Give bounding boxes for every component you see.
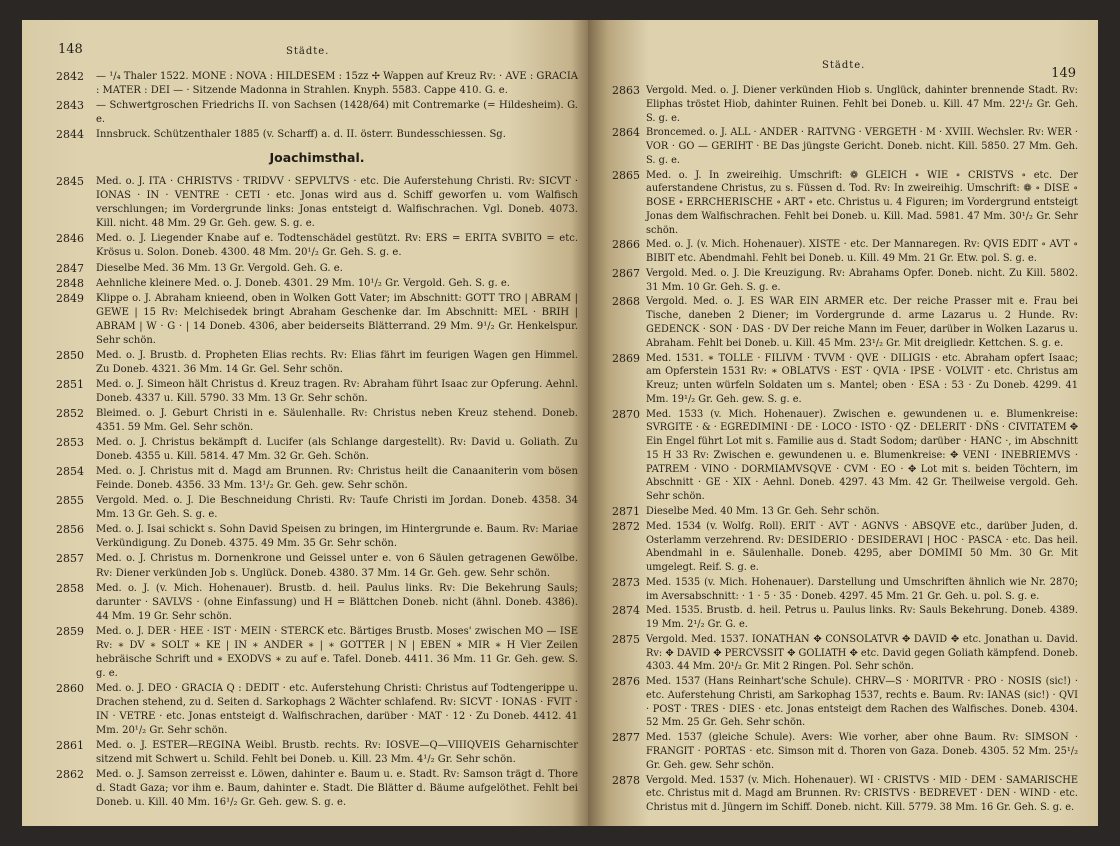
entry-text: Med. o. J. DER · HEE · IST · MEIN · STERCK etc. Bärtiges Brustb. Moses' zwischen MO — ISE Rv: ∗ DV ∗ SOLT ∗ KE | IN ∗ ANDER ∗ | ∗ GOTTER | N | EBEN ∗ MIR ∗ H Vier Zeilen hebräische Schrift und ∗ EXODVS ∗ zu auf e. Tafel. Doneb. 4411. 36 Mm. 11 Gr. Geh. gew. S. g. e.	[96, 625, 578, 679]
left-page-header	[56, 42, 578, 60]
catalog-entry	[56, 292, 578, 348]
catalog-entry	[612, 774, 1078, 815]
entry-number: 2843	[56, 99, 84, 113]
entry-number: 2870	[612, 407, 640, 421]
entry-number: 2872	[612, 519, 640, 533]
catalog-entry	[56, 407, 578, 435]
catalog-entry	[56, 739, 578, 767]
catalog-entry	[612, 505, 1078, 519]
catalog-entry	[56, 768, 578, 810]
catalog-entry	[612, 731, 1078, 772]
entry-text: Med. o. J. ESTER—REGINA Weibl. Brustb. rechts. Rv: IOSVE—Q—VIIIQVEIS Geharnischter sitzend mit Schwert u. Schild. Fehlt bei Doneb. u. Kill. 23 Mm. 4¹/₂ Gr. Sehr schön.	[96, 740, 578, 766]
entry-number: 2876	[612, 675, 640, 689]
entry-text: Broncemed. o. J. ALL · ANDER · RAITVNG · VERGETH · M · XVIII. Wechsler. Rv: WER · VOR · GO — GERIHT · BE Das jüngste Gericht. Doneb. nicht. Kill. 5850. 27 Mm. Geh. S. g. e.	[646, 127, 1078, 166]
entry-number: 2865	[612, 168, 640, 182]
entry-number: 2852	[56, 406, 84, 420]
entry-text: Med. o. J. Christus m. Dornenkrone und Geissel unter e. von 6 Säulen getragenen Gewölbe. Rv: Diener verkünden Job s. Unglück. Doneb. 4380. 37 Mm. 14 Gr. Geh. gew. Sehr schön.	[96, 553, 578, 579]
section-heading: Joachimsthal.	[269, 150, 365, 166]
entry-text: Med. o. J. ITA · CHRISTVS · TRIDVV · SEPVLTVS · etc. Die Auferstehung Christi. Rv: SICVT · IONAS · IN · VENTRE · CETI · etc. Jonas wird aus d. Schiff geworfen u. vom Walfisch verschlungen; im Vordergrunde links: Jonas entsteigt d. Walfischrachen. Vgl. Doneb. 4073. Kill. nicht. 48 Mm. 29 Gr. Geh. gew. S. g. e.	[96, 176, 578, 230]
entry-number: 2866	[612, 238, 640, 252]
page-number: 148	[58, 42, 83, 57]
entry-text: Dieselbe Med. 40 Mm. 13 Gr. Geh. Sehr schön.	[646, 505, 880, 517]
entry-number: 2875	[612, 632, 640, 646]
entry-number: 2859	[56, 624, 84, 638]
entry-number: 2857	[56, 552, 84, 566]
catalog-entry	[56, 582, 578, 624]
right-entries	[612, 84, 1078, 815]
entry-number: 2858	[56, 581, 84, 595]
entry-text: Innsbruck. Schützenthaler 1885 (v. Scharff) a. d. II. österr. Bundesschiessen. Sg.	[96, 129, 506, 141]
entry-number: 2844	[56, 128, 84, 142]
catalog-entry	[56, 232, 578, 260]
entry-number: 2878	[612, 773, 640, 787]
running-head: Städte.	[286, 46, 330, 57]
entry-number: 2874	[612, 604, 640, 618]
catalog-entry	[56, 682, 578, 738]
entry-text: Med. o. J. Isai schickt s. Sohn David Speisen zu bringen, im Hintergrunde e. Baum. Rv: Mariae Verkündigung. Zu Doneb. 4375. 49 Mm. 35 Gr. Sehr schön.	[96, 524, 578, 550]
entry-number: 2845	[56, 175, 84, 189]
entry-number: 2849	[56, 291, 84, 305]
entry-number: 2846	[56, 232, 84, 246]
entry-text: Vergold. Med. 1537 (v. Mich. Hohenauer). WI · CRISTVS · MID · DEM · SAMARISCHE etc. Christus mit d. Magd am Brunnen. Rv: CRISTVS · BEDREVET · DEN · WIND · etc. Christus mit d. Jüngern im Schiff. Doneb. nicht. Kill. 5779. 38 Mm. 16 Gr. Geh. S. g. e.	[646, 774, 1078, 814]
entry-number: 2864	[612, 126, 640, 140]
entry-number: 2862	[56, 768, 84, 782]
catalog-entry	[56, 378, 578, 406]
entry-text: Bleimed. o. J. Geburt Christi in e. Säulenhalle. Rv: Christus neben Kreuz stehend. Doneb. 4351. 59 Mm. Gel. Sehr schön.	[96, 407, 578, 434]
entry-text: Aehnliche kleinere Med. o. J. Doneb. 4301. 29 Mm. 10¹/₂ Gr. Vergold. Geh. S. g. e.	[96, 277, 510, 289]
entry-number: 2855	[56, 494, 84, 508]
entry-text: Vergold. Med. o. J. ES WAR EIN ARMER etc. Der reiche Prasser mit e. Frau bei Tische, daneben 2 Diener; im Vordergrunde d. arme Lazarus u. 2 Hunde. Rv: GEDENCK · SON · DAS · DV Der reiche Mann im Feuer, darüber in Wolken Lazarus u. Abraham. Fehlt bei Doneb. u. Kill. 45 Mm. 23¹/₂ Gr. Mit dreigliedr. Kettchen. S. g. e.	[646, 296, 1078, 349]
left-entries-before	[56, 70, 578, 142]
book-spread	[22, 20, 1098, 826]
entry-text: — ¹/₄ Thaler 1522. MONE : NOVA : HILDESEM : 15zz ✢ Wappen auf Kreuz Rv: · AVE : GRACIA : MATER : DEI — · Sitzende Madonna in Strahlen. Knyph. 5583. Cappe 410. G. e.	[96, 71, 578, 97]
catalog-entry	[612, 295, 1078, 350]
catalog-entry	[612, 169, 1078, 238]
catalog-entry	[56, 99, 578, 127]
catalog-entry	[56, 349, 578, 377]
catalog-entry	[612, 576, 1078, 604]
catalog-entry	[612, 520, 1078, 575]
entry-text: Vergold. Med. 1537. IONATHAN ✥ CONSOLATVR ✥ DAVID ✥ etc. Jonathan u. David. Rv: ✥ DAVID ✥ PERCVSSIT ✥ GOLIATH ✥ etc. David gegen Goliath kämpfend. Doneb. 4303. 44 Mm. 20¹/₂ Gr. Mit 2 Ringen. Pol. Sehr schön.	[646, 633, 1078, 673]
entry-text: Klippe o. J. Abraham knieend, oben in Wolken Gott Vater; im Abschnitt: GOTT TRO | ABRAM | GEWE | 15 Rv: Melchisedek bringt Abraham Geschenke dar. Im Abschnitt: MEL · BRIH | ABRAM | W · G · | 14 Doneb. 4306, aber beiderseits Blätterrand. 29 Mm. 9¹/₂ Gr. Henkelspur. Sehr schön.	[96, 292, 578, 346]
catalog-entry	[56, 128, 578, 142]
entry-number: 2854	[56, 465, 84, 479]
entry-text: Med. o. J. (v. Mich. Hohenauer). XISTE · etc. Der Mannaregen. Rv: QVIS EDIT ∘ AVT ∘ BIBIT etc. Abendmahl. Fehlt bei Doneb. u. Kill. 49 Mm. 21 Gr. Etw. pol. S. g. e.	[646, 239, 1078, 265]
entry-number: 2851	[56, 377, 84, 391]
catalog-entry	[612, 633, 1078, 674]
entry-number: 2850	[56, 348, 84, 362]
catalog-entry	[56, 465, 578, 493]
catalog-entry	[612, 408, 1078, 504]
catalog-entry	[612, 84, 1078, 125]
entry-text: Med. 1535 (v. Mich. Hohenauer). Darstellung und Umschriften ähnlich wie Nr. 2870; im Aversabschnitt: · 1 · 5 · 35 · Doneb. 4297. 45 Mm. 21 Gr. Geh. u. pol. S. g. e.	[646, 576, 1078, 602]
catalog-entry	[56, 494, 578, 522]
running-head: Städte.	[822, 60, 866, 71]
entry-text: Med. o. J. Simeon hält Christus d. Kreuz tragen. Rv: Abraham führt Isaac zur Opferung. Aehnl. Doneb. 4337 u. Kill. 5790. 33 Mm. 13 Gr. Sehr schön.	[96, 378, 578, 404]
entry-number: 2868	[612, 295, 640, 309]
entry-number: 2877	[612, 731, 640, 745]
page-number: 149	[1051, 66, 1076, 81]
catalog-entry	[56, 175, 578, 231]
catalog-entry	[612, 604, 1078, 632]
entry-text: Med. 1537 (gleiche Schule). Avers: Wie vorher, aber ohne Baum. Rv: SIMSON · FRANGIT · PORTAS · etc. Simson mit d. Thoren von Gaza. Doneb. 4305. 52 Mm. 25¹/₂ Gr. Geh. gew. Sehr schön.	[646, 732, 1078, 771]
entry-number: 2867	[612, 266, 640, 280]
right-page	[588, 20, 1098, 826]
entry-number: 2842	[56, 70, 84, 83]
left-page	[22, 20, 588, 826]
entry-text: Med. o. J. In zweireihig. Umschrift: ❁ GLEICH ∘ WIE ∘ CRISTVS ∘ etc. Der auferstandene Christus, zu s. Füssen d. Tod. Rv: In zweireihig. Umschrift: ❁ ∘ DISE ∘ BOSE ∘ ERRCHERISCHE ∘ ART ∘ etc. Christus u. 4 Figuren; im Vordergrund entsteigt Jonas dem Walfischrachen. Fehlt bei Doneb. u. Kill. Mad. 5981. 47 Mm. 30¹/₂ Gr. Sehr schön.	[646, 169, 1078, 236]
entry-number: 2847	[56, 261, 84, 275]
entry-number: 2853	[56, 436, 84, 450]
entry-text: Med. 1537 (Hans Reinhart'sche Schule). CHRV—S · MORITVR · PRO · NOSIS (sic!) · etc. Auferstehung Christi, am Sarkophag 1537, rechts e. Baum. Rv: IANAS (sic!) · QVI · POST · TRES · DIES · etc. Jonas entsteigt dem Rachen des Walfisches. Doneb. 4304. 52 Mm. 25 Gr. Geh. Sehr schön.	[646, 676, 1078, 729]
entry-text: Med. o. J. DEO · GRACIA Q : DEDIT · etc. Auferstehung Christi: Christus auf Todtengerippe u. Drachen stehend, zu d. Seiten d. Sarkophags 2 Wächter schlafend. Rv: SICVT · IONAS · FVIT · IN · VETRE · etc. Jonas entsteigt d. Walfischrachen, darüber · MAT · 12 · Zu Doneb. 4412. 41 Mm. 20¹/₂ Gr. Sehr schön.	[96, 682, 578, 737]
entry-number: 2860	[56, 681, 84, 695]
catalog-entry	[56, 523, 578, 551]
catalog-entry	[56, 625, 578, 681]
catalog-entry	[56, 552, 578, 580]
entry-text: Med. 1533 (v. Mich. Hohenauer). Zwischen e. gewundenen u. e. Blumenkreise: SVRGITE · & · EGREDIMINI · DE · LOCO · ISTO · QZ · DELERIT · DÑS · CIVITATEM ✥ Ein Engel führt Lot mit s. Familie aus d. Stadt Sodom; darüber · HANC ·, im Abschnitt 15 H 33 Rv: Zwischen e. gewundenen u. e. Blumenkreise: ✥ VENI · INEBRIEMVS · PATREM · VINO · DORMIAMVSQVE · CVM · EO · ✥ Lot mit s. beiden Töchtern, im Abschnitt · GE · XIX · Aehnl. Doneb. 4297. 43 Mm. 42 Gr. Theilweise vergold. Geh. Sehr schön.	[646, 408, 1078, 503]
entry-text: Med. o. J. Christus bekämpft d. Lucifer (als Schlange dargestellt). Rv: David u. Goliath. Zu Doneb. 4355 u. Kill. 5814. 47 Mm. 32 Gr. Geh. Schön.	[96, 437, 578, 463]
catalog-entry	[56, 262, 578, 276]
entry-number: 2873	[612, 575, 640, 589]
catalog-entry	[612, 675, 1078, 730]
entry-text: Med. o. J. Samson zerreisst e. Löwen, dahinter e. Baum u. e. Stadt. Rv: Samson trägt d. Thore d. Stadt Gaza; vor ihm e. Baum, dahinter e. Stadt. Die Blätter d. Bäume aufgelöthet. Fehlt bei Doneb. u. Kill. 40 Mm. 16¹/₂ Gr. Geh. gew. S. g. e.	[96, 769, 578, 809]
catalog-entry	[56, 277, 578, 291]
entry-text: Dieselbe Med. 36 Mm. 13 Gr. Vergold. Geh. G. e.	[96, 262, 343, 274]
entry-text: Vergold. Med. o. J. Die Kreuzigung. Rv: Abrahams Opfer. Doneb. nicht. Zu Kill. 5802. 31 Mm. 10 Gr. Geh. S. g. e.	[646, 267, 1078, 293]
entry-text: Med. o. J. Christus mit d. Magd am Brunnen. Rv: Christus heilt die Canaaniterin vom bösen Feinde. Doneb. 4356. 33 Mm. 13¹/₂ Gr. Geh. gew. Sehr schön.	[96, 466, 578, 492]
entry-text: Vergold. Med. o. J. Die Beschneidung Christi. Rv: Taufe Christi im Jordan. Doneb. 4358. 34 Mm. 13 Gr. Geh. S. g. e.	[96, 495, 578, 521]
catalog-entry	[56, 436, 578, 464]
entry-text: Med. 1535. Brustb. d. heil. Petrus u. Paulus links. Rv: Sauls Bekehrung. Doneb. 4389. 19 Mm. 2¹/₂ Gr. G. e.	[646, 605, 1078, 631]
entry-number: 2856	[56, 523, 84, 537]
left-entries	[56, 175, 578, 810]
entry-text: Med. o. J. (v. Mich. Hohenauer). Brustb. d. heil. Paulus links. Rv: Die Bekehrung Sauls; darunter · SAVLVS · (ohne Einfassung) und H = Blättchen Doneb. nicht (ähnl. Doneb. 4386). 44 Mm. 19 Gr. Sehr schön.	[96, 582, 578, 622]
entry-text: Med. o. J. Brustb. d. Propheten Elias rechts. Rv: Elias fährt im feurigen Wagen gen Himmel. Zu Doneb. 4321. 36 Mm. 14 Gr. Gel. Sehr schön.	[96, 349, 578, 375]
entry-text: — Schwertgroschen Friedrichs II. von Sachsen (1428/64) mit Contremarke (= Hildesheim). G. e.	[96, 100, 578, 126]
entry-number: 2863	[612, 84, 640, 97]
entry-text: Vergold. Med. o. J. Diener verkünden Hiob s. Unglück, dahinter brennende Stadt. Rv: Eliphas tröstet Hiob, dahinter Ruinen. Fehlt bei Doneb. u. Kill. 47 Mm. 22¹/₂ Gr. Geh. S. g. e.	[646, 85, 1078, 124]
entry-number: 2869	[612, 351, 640, 365]
entry-text: Med. 1534 (v. Wolfg. Roll). ERIT · AVT · AGNVS · ABSQVE etc., darüber Juden, d. Osterlamm verzehrend. Rv: DESIDERIO · DESIDERAVI | HOC · PASCA · etc. Das heil. Abendmahl in e. Säulenhalle. Doneb. 4295, aber DOMIMI 50 Mm. 30 Gr. Mit umgelegt. Reif. S. g. e.	[646, 520, 1078, 574]
entry-number: 2861	[56, 739, 84, 753]
catalog-entry	[612, 267, 1078, 295]
entry-text: Med. o. J. Liegender Knabe auf e. Todtenschädel gestützt. Rv: ERS = ERITA SVBITO = etc. Krösus u. Solon. Doneb. 4300. 48 Mm. 20¹/₂ Gr. Geh. S. g. e.	[96, 233, 578, 259]
catalog-entry	[612, 126, 1078, 167]
right-page-header	[612, 56, 1078, 81]
catalog-entry	[612, 352, 1078, 407]
entry-number: 2848	[56, 276, 84, 290]
entry-text: Med. 1531. ∗ TOLLE · FILIVM · TVVM · QVE · DILIGIS · etc. Abraham opfert Isaac; am Opferstein 1531 Rv: ∗ OBLATVS · EST · QVIA · IPSE · VOLVIT · etc. Christus am Kreuz; unten würfeln Soldaten um s. Mantel; oben · ESA : 53 · Zu Doneb. 4299. 41 Mm. 19¹/₂ Gr. Geh. gew. S. g. e.	[646, 352, 1078, 405]
catalog-entry	[56, 70, 578, 98]
entry-number: 2871	[612, 504, 640, 518]
catalog-entry	[612, 238, 1078, 266]
